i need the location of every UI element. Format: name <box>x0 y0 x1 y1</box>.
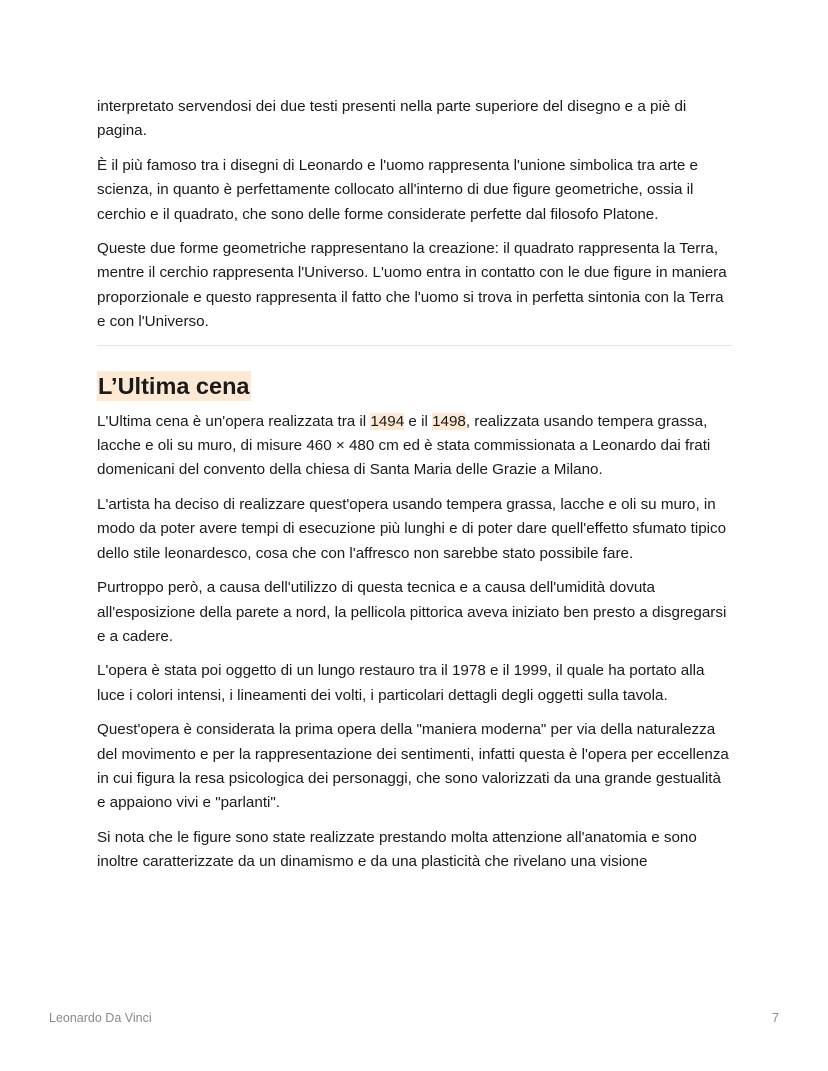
page-content <box>97 95 733 885</box>
intro-paragraph-2: È il più famoso tra i disegni di Leonardo e l'uomo rappresenta l'unione simbolica tra arte e scienza, in quanto è perfettamente collocato all'interno di due figure geometriche, ossia il cerchio e il quadrato, che sono delle forme considerate perfette dal filosofo Platone. <box>97 156 698 223</box>
intro-paragraph-1: interpretato servendosi dei due testi presenti nella parte superiore del disegno e a piè di pagina. <box>97 98 687 140</box>
section-paragraph-5: Quest'opera è considerata la prima opera della "maniera moderna" per via della naturalezza del movimento e per la rappresentazione dei sentimenti, infatti questa è l'opera per eccellenza in cui figura la resa psicologica dei personaggi, che sono valorizzati da una grande gestualità e appaiono vivi e "parlanti". <box>97 721 729 812</box>
section-paragraph-6: Si nota che le figure sono state realizzate prestando molta attenzione all'anatomia e sono inoltre caratterizzate da un dinamismo e da una plasticità che rivelano una visione <box>97 828 697 871</box>
section-paragraph-4: L'opera è stata poi oggetto di un lungo restauro tra il 1978 e il 1999, il quale ha portato alla luce i colori intensi, i lineamenti dei volti, i particolari dettagli degli oggetti sulla tavola. <box>97 662 705 704</box>
paragraph-text: L'Ultima cena è un'opera realizzata tra il <box>97 412 371 430</box>
page-number: 7 <box>772 1011 779 1025</box>
section-paragraph-3: Purtroppo però, a causa dell'utilizzo di questa tecnica e a causa dell'umidità dovuta all'esposizione della parete a nord, la pellicola pittorica aveva iniziato ben presto a disgregarsi e a cadere. <box>97 579 727 645</box>
footer-title: Leonardo Da Vinci <box>49 1011 152 1025</box>
section-heading: L’Ultima cena <box>98 372 250 399</box>
paragraph-text: e il <box>404 412 433 430</box>
section-divider <box>97 345 733 346</box>
highlighted-year-start: 1494 <box>370 412 405 430</box>
section-paragraph-2: L'artista ha deciso di realizzare quest'opera usando tempera grassa, lacche e oli su muro, in modo da poter avere tempi di esecuzione più lunghi e di poter dare quell'effetto sfumato tipico dello stile leonardesco, cosa che con l'affresco non sarebbe stato possibile fare. <box>97 495 727 562</box>
intro-paragraph-3: Queste due forme geometriche rappresentano la creazione: il quadrato rappresenta la Terra, mentre il cerchio rappresenta l'Universo. L'uomo entra in contatto con le due figure in maniera proporzionale e questo rappresenta il fatto che l'uomo si trova in perfetta sintonia con la Terra e con l'Universo. <box>97 240 727 331</box>
section-paragraph-1 <box>97 410 733 483</box>
paragraph-text: , realizzata usando tempera grassa, lacche e oli su muro, di misure 460 × 480 cm ed è stata commissionata a Leonardo dai frati domenicani del convento della chiesa di Santa Maria delle Grazie a Milano. <box>97 412 711 479</box>
highlighted-year-end: 1498 <box>432 412 466 430</box>
